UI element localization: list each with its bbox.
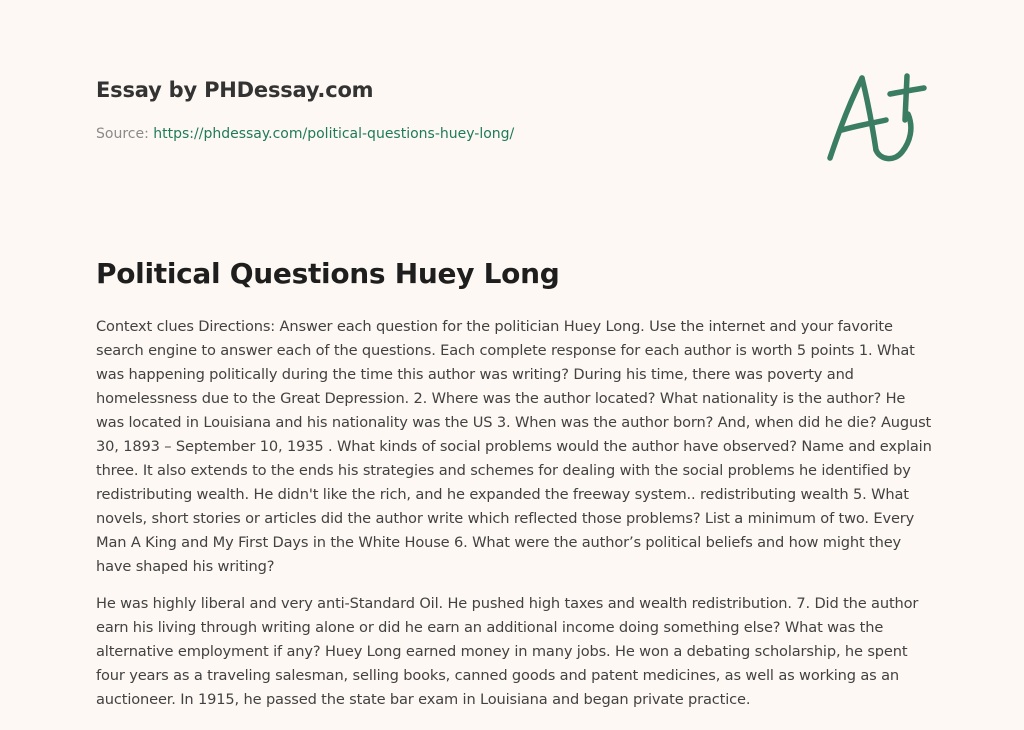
source-line (96, 124, 796, 144)
article-title: Political Questions Huey Long (96, 257, 560, 290)
article-paragraph: He was highly liberal and very anti-Standard Oil. He pushed high taxes and wealth redistribution. 7. Did the author earn his living through writing alone or did he earn an additional income doing something else? What was the alternative employment if any? Huey Long earned money in many jobs. He won a debating scholarship, he spent four years as a traveling salesman, selling books, canned goods and patent medicines, as well as working as an auctioneer. In 1915, he passed the state bar exam in Louisiana and began private practice. (96, 595, 919, 708)
source-link[interactable]: https://phdessay.com/political-questions-huey-long/ (153, 126, 515, 142)
source-label: Source: (96, 126, 149, 142)
site-title: Essay by PHDessay.com (96, 78, 374, 102)
article-body (96, 315, 936, 725)
article-paragraph: Context clues Directions: Answer each question for the politician Huey Long. Use the internet and your favorite search engine to answer each of the questions. Each complete response for each author is worth 5 points 1. What was happening politically during the time this author was writing? During his time, there was poverty and homelessness due to the Great Depression. 2. Where was the author located? What nationality is the author? He was located in Louisiana and his nationality was the US 3. When was the author born? And, when did he die? August 30, 1893 – September 10, 1935 . What kinds of social problems would the author have observed? Name and explain three. It also extends to the ends his strategies and schemes for dealing with the social problems he identified by redistributing wealth. He didn't like the rich, and he expanded the freeway system.. redistributing wealth 5. What novels, short stories or articles did the author write which reflected those problems? List a minimum of two. Every Man A King and My First Days in the White House 6. What were the author’s political beliefs and how might they have shaped his writing? (96, 318, 932, 575)
a-plus-grade-icon (822, 66, 930, 166)
page-header (96, 76, 796, 144)
